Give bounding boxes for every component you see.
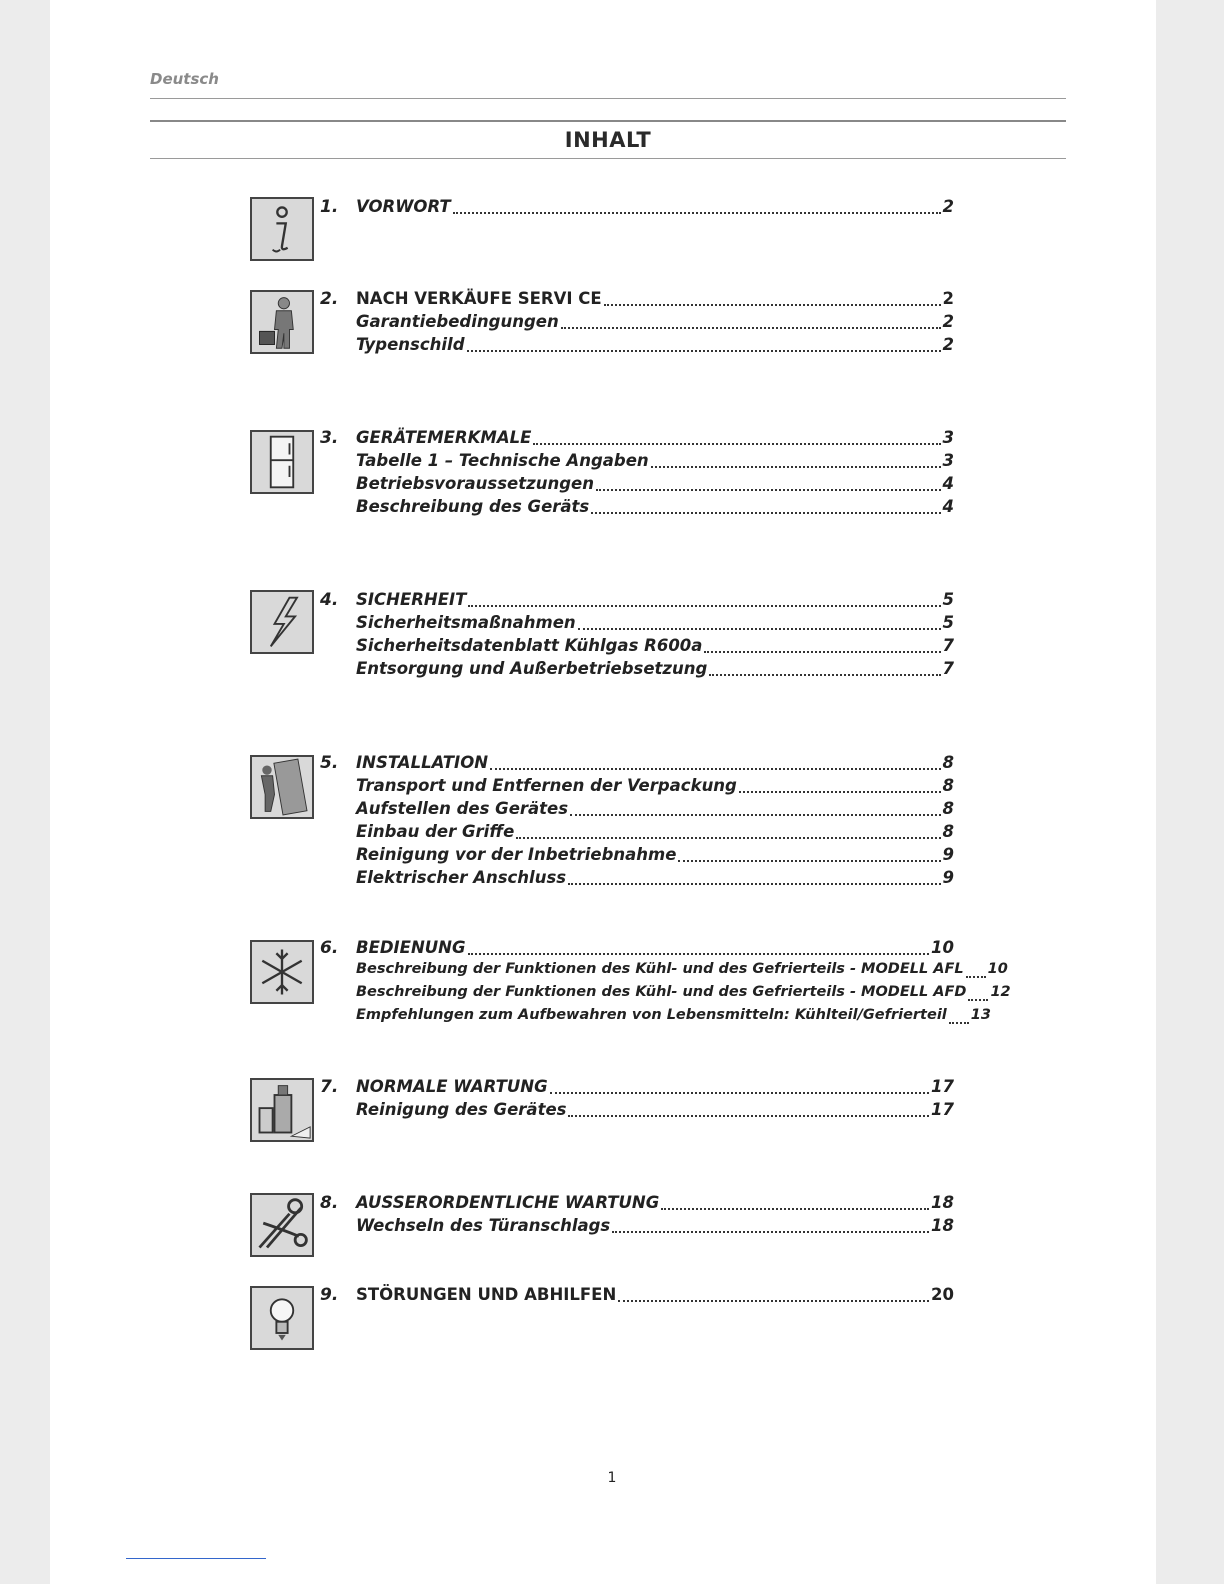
- toc-entry[interactable]: [356, 197, 954, 220]
- toc-entry-page: 18: [931, 1216, 954, 1235]
- section-number: 9.: [320, 1285, 339, 1305]
- toc-entry-title: Betriebsvoraussetzungen: [356, 474, 594, 493]
- toc-entry-title: Tabelle 1 – Technische Angaben: [356, 451, 649, 470]
- toc-entry-title: NORMALE WARTUNG: [356, 1077, 548, 1096]
- title-rule-bottom: [150, 158, 1066, 159]
- toc-entry[interactable]: [356, 428, 954, 451]
- leader-dots: [661, 1208, 929, 1210]
- toc-entry-page: 8: [942, 776, 954, 795]
- header-divider: [150, 98, 1066, 99]
- leader-dots: [453, 212, 941, 214]
- toc-entry[interactable]: [356, 659, 954, 682]
- toc-entry-title: Reinigung des Gerätes: [356, 1100, 567, 1119]
- toc-entry-title: INSTALLATION: [356, 753, 489, 772]
- leader-dots: [578, 628, 941, 630]
- toc-entry[interactable]: [356, 753, 954, 776]
- toc-entry-title: Garantiebedingungen: [356, 312, 559, 331]
- toc-entry-page: 8: [942, 753, 954, 772]
- toc-entry-page: 8: [942, 799, 954, 818]
- toc-entry-title: Einbau der Griffe: [356, 822, 515, 841]
- toc-entry[interactable]: [356, 636, 954, 659]
- toc-entry[interactable]: [356, 1100, 954, 1123]
- toc-entry[interactable]: [356, 822, 954, 845]
- toc-entry-title: VORWORT: [356, 197, 451, 216]
- toc-entry[interactable]: [356, 984, 1011, 1007]
- installation-icon: [250, 755, 314, 819]
- toc-entry-title: Beschreibung der Funktionen des Kühl- und des Gefrierteils - MODELL AFD: [356, 984, 967, 1000]
- toc-entry[interactable]: [356, 590, 954, 613]
- toc-entry-page: 3: [942, 451, 954, 470]
- toc-entry-page: 9: [942, 868, 954, 887]
- toc-entry-page: 3: [942, 428, 954, 447]
- leader-dots: [612, 1231, 929, 1233]
- toc-entry[interactable]: [356, 1193, 954, 1216]
- toc-entry[interactable]: [356, 451, 954, 474]
- toc-entry-page: 4: [942, 497, 954, 516]
- leader-dots: [704, 651, 940, 653]
- toc-entry-title: BEDIENUNG: [356, 938, 466, 957]
- toc-entry[interactable]: [356, 497, 954, 520]
- leader-dots: [550, 1092, 929, 1094]
- toc-entry-title: Transport und Entfernen der Verpackung: [356, 776, 737, 795]
- toc-entry-page: 10: [987, 961, 1008, 977]
- section-number: 4.: [320, 590, 339, 610]
- lightbulb-icon: [250, 1286, 314, 1350]
- title-rule-top: [150, 120, 1066, 122]
- snowflake-icon: [250, 940, 314, 1004]
- toc-entry-title: NACH VERKÄUFE SERVI CE: [356, 289, 602, 308]
- toc-entry-page: 13: [970, 1007, 991, 1023]
- toc-entry-title: AUSSERORDENTLICHE WARTUNG: [356, 1193, 660, 1212]
- toc-entry-title: STÖRUNGEN UND ABHILFEN: [356, 1285, 617, 1304]
- toc-entry-title: Sicherheitsmaßnahmen: [356, 613, 576, 632]
- toc-entry-page: 2: [942, 197, 954, 216]
- toc-entry-page: 4: [942, 474, 954, 493]
- leader-dots: [468, 605, 940, 607]
- leader-dots: [568, 1115, 929, 1117]
- cleaning-bottles-icon: [250, 1078, 314, 1142]
- toc-entry-page: 7: [942, 659, 954, 678]
- toc-entry-title: Typenschild: [356, 335, 465, 354]
- toc-entry-page: 2: [942, 312, 954, 331]
- toc-entry-title: Beschreibung der Funktionen des Kühl- und des Gefrierteils - MODELL AFL: [356, 961, 964, 977]
- toc-entry-title: Empfehlungen zum Aufbewahren von Lebensmitteln: Kühlteil/Gefrierteil: [356, 1007, 947, 1023]
- toc-entry-title: Reinigung vor der Inbetriebnahme: [356, 845, 677, 864]
- lightning-icon: [250, 590, 314, 654]
- leader-dots: [949, 1022, 969, 1024]
- toc-entry-title: Wechseln des Türanschlags: [356, 1216, 611, 1235]
- section-number: 2.: [320, 289, 339, 309]
- leader-dots: [739, 791, 941, 793]
- toc-entry-page: 9: [942, 845, 954, 864]
- toc-entry[interactable]: [356, 1216, 954, 1239]
- section-number: 1.: [320, 197, 339, 217]
- toc-entry-title: Elektrischer Anschluss: [356, 868, 567, 887]
- toc-entry-page: 12: [990, 984, 1011, 1000]
- leader-dots: [604, 304, 941, 306]
- toc-entry-page: 5: [942, 590, 954, 609]
- toc-entry-page: 5: [942, 613, 954, 632]
- toc-entry-title: Aufstellen des Gerätes: [356, 799, 569, 818]
- leader-dots: [966, 976, 986, 978]
- toc-entry[interactable]: [356, 938, 954, 961]
- toc-entry-title: SICHERHEIT: [356, 590, 467, 609]
- section-number: 3.: [320, 428, 339, 448]
- page-title: INHALT: [564, 128, 652, 152]
- section-number: 5.: [320, 753, 339, 773]
- toc-entry[interactable]: [356, 961, 1008, 984]
- toc-entry[interactable]: [356, 335, 954, 358]
- leader-dots: [968, 999, 988, 1001]
- toc-entry[interactable]: [356, 1077, 954, 1100]
- fridge-icon: [250, 430, 314, 494]
- leader-dots: [561, 327, 941, 329]
- leader-dots: [678, 860, 940, 862]
- toc-entry-page: 2: [942, 335, 954, 354]
- toc-entry[interactable]: [356, 474, 954, 497]
- section-number: 8.: [320, 1193, 339, 1213]
- toc-entry-page: 10: [931, 938, 954, 957]
- leader-dots: [467, 350, 941, 352]
- leader-dots: [490, 768, 940, 770]
- toc-entry[interactable]: [356, 845, 954, 868]
- toc-entry-page: 7: [942, 636, 954, 655]
- leader-dots: [618, 1300, 929, 1302]
- toc-entry[interactable]: [356, 613, 954, 636]
- leader-dots: [516, 837, 940, 839]
- toc-entry-page: 17: [931, 1077, 954, 1096]
- toc-entry[interactable]: [356, 312, 954, 335]
- service-technician-icon: [250, 290, 314, 354]
- leader-dots: [568, 883, 940, 885]
- section-number: 6.: [320, 938, 339, 958]
- tools-icon: [250, 1193, 314, 1257]
- leader-dots: [651, 466, 941, 468]
- leader-dots: [709, 674, 940, 676]
- toc-entry[interactable]: [356, 1285, 954, 1308]
- language-label: Deutsch: [150, 70, 219, 88]
- toc-entry-page: 2: [942, 289, 954, 308]
- toc-entry-title: Beschreibung des Geräts: [356, 497, 590, 516]
- leader-dots: [596, 489, 941, 491]
- toc-entry-title: Entsorgung und Außerbetriebsetzung: [356, 659, 708, 678]
- toc-entry[interactable]: [356, 799, 954, 822]
- leader-dots: [570, 814, 940, 816]
- toc-entry[interactable]: [356, 868, 954, 891]
- toc-entry-page: 18: [931, 1193, 954, 1212]
- toc-entry[interactable]: [356, 1007, 991, 1030]
- leader-dots: [533, 443, 940, 445]
- toc-entry-page: 20: [931, 1285, 954, 1304]
- page-number: 1: [607, 1470, 617, 1486]
- section-number: 7.: [320, 1077, 339, 1097]
- leader-dots: [591, 512, 940, 514]
- toc-entry-title: Sicherheitsdatenblatt Kühlgas R600a: [356, 636, 703, 655]
- toc-entry-page: 17: [931, 1100, 954, 1119]
- footer-link-underline: [126, 1558, 266, 1559]
- toc-entry-page: 8: [942, 822, 954, 841]
- toc-entry-title: GERÄTEMERKMALE: [356, 428, 532, 447]
- leader-dots: [468, 953, 930, 955]
- toc-entry[interactable]: [356, 776, 954, 799]
- toc-entry[interactable]: [356, 289, 954, 312]
- info-icon: [250, 197, 314, 261]
